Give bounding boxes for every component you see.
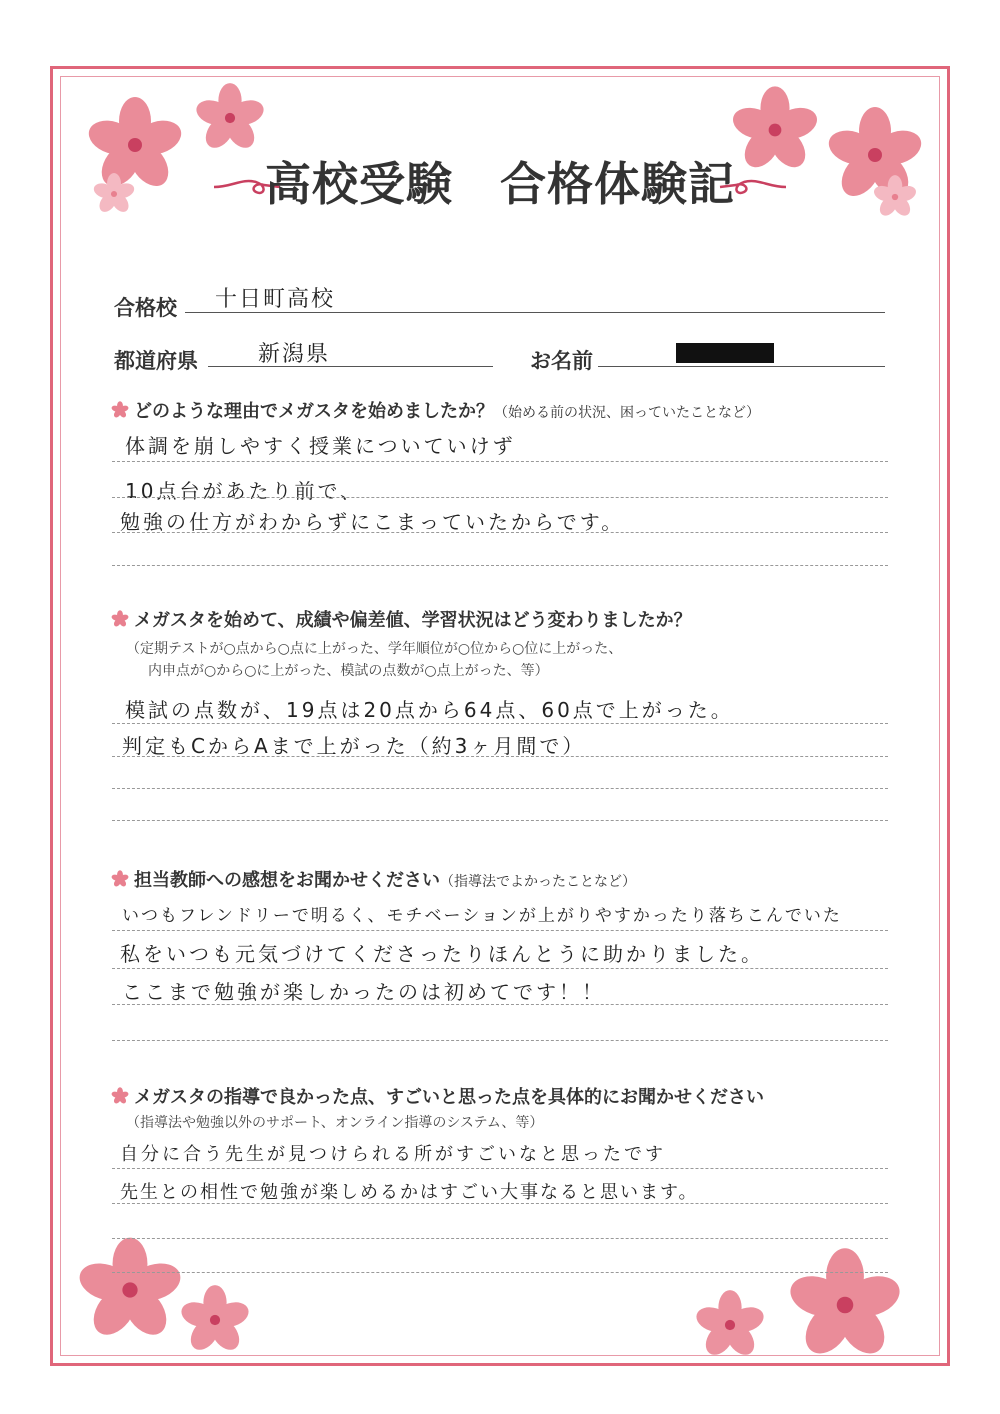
school-label: 合格校 [114, 295, 177, 320]
question-subtext: （指導法でよかったことなど） [440, 874, 636, 890]
question-note: 内申点が○から○に上がった、模試の点数が○点上がった、等） [148, 663, 549, 679]
question-text: 担当教師への感想をお聞かせください [134, 870, 440, 891]
ruled-line [112, 723, 888, 724]
cherry-blossom-icon [190, 78, 270, 158]
question-heading [110, 397, 760, 423]
ruled-line [112, 788, 888, 789]
cherry-blossom-bullet-icon [110, 869, 130, 889]
ruled-line [112, 565, 888, 566]
title-container [0, 148, 1000, 214]
answer-line: 勉強の仕方がわからずにこまっていたからです。 [120, 510, 625, 534]
question-text: どのような理由でメガスタを始めましたか？ [134, 401, 494, 422]
question-note: （定期テストが○点から○点に上がった、学年順位が○位から○位に上がった、 [126, 641, 623, 657]
ruled-line [112, 1203, 888, 1204]
answer-line: 私をいつも元気づけてくださったりほんとうに助かりました。 [120, 942, 764, 966]
question-text: メガスタを始めて、成績や偏差値、学習状況はどう変わりましたか？ [134, 610, 692, 631]
school-value: 十日町高校 [215, 287, 336, 312]
ruled-line [112, 1168, 888, 1169]
answer-line: 先生との相性で勉強が楽しめるかはすごい大事なると思います。 [120, 1182, 699, 1203]
ruled-line [112, 1004, 888, 1005]
ornament-swirl-right-icon [718, 176, 788, 198]
ruled-line [112, 968, 888, 969]
page-title: 高校受験 合格体験記 [265, 157, 735, 211]
ruled-line [112, 930, 888, 931]
cherry-blossom-icon [780, 1240, 910, 1370]
school-underline [185, 312, 885, 313]
ruled-line [112, 1238, 888, 1239]
question-heading [110, 866, 636, 892]
ruled-line [112, 756, 888, 757]
ruled-line [112, 532, 888, 533]
answer-line: 模試の点数が、19点は20点から64点、60点で上がった。 [125, 698, 734, 722]
answer-line: いつもフレンドリーで明るく、モチベーションが上がりやすかったり落ちこんでいた [122, 906, 842, 926]
cherry-blossom-bullet-icon [110, 609, 130, 629]
cherry-blossom-bullet-icon [110, 400, 130, 420]
question-note: （指導法や勉強以外のサポート、オンライン指導のシステム、等） [126, 1115, 544, 1131]
answer-line: 体調を崩しやすく授業についていけず [125, 434, 516, 458]
cherry-blossom-bullet-icon [110, 1086, 130, 1106]
name-underline [598, 366, 885, 367]
question-subtext: （始める前の状況、困っていたことなど） [494, 405, 760, 421]
ruled-line [112, 461, 888, 462]
ruled-line [112, 1272, 888, 1273]
cherry-blossom-icon [690, 1285, 770, 1365]
question-text: メガスタの指導で良かった点、すごいと思った点を具体的にお聞かせください [134, 1087, 764, 1108]
prefecture-value: 新潟県 [258, 342, 331, 367]
prefecture-underline [208, 366, 493, 367]
cherry-blossom-icon [70, 1230, 190, 1350]
answer-line: 判定もCからAまで上がった（約3ヶ月間で） [122, 734, 586, 758]
answer-line: 自分に合う先生が見つけられる所がすごいなと思ったです [120, 1144, 666, 1165]
redacted-name [676, 343, 774, 363]
prefecture-label: 都道府県 [114, 348, 198, 373]
cherry-blossom-icon [175, 1280, 255, 1360]
question-heading [110, 1083, 764, 1109]
answer-line: 10点台があたり前で、 [125, 479, 364, 503]
ruled-line [112, 497, 888, 498]
name-label: お名前 [530, 348, 593, 373]
ruled-line [112, 820, 888, 821]
ruled-line [112, 1040, 888, 1041]
question-heading [110, 606, 692, 632]
answer-line: ここまで勉強が楽しかったのは初めてです！！ [122, 980, 605, 1004]
